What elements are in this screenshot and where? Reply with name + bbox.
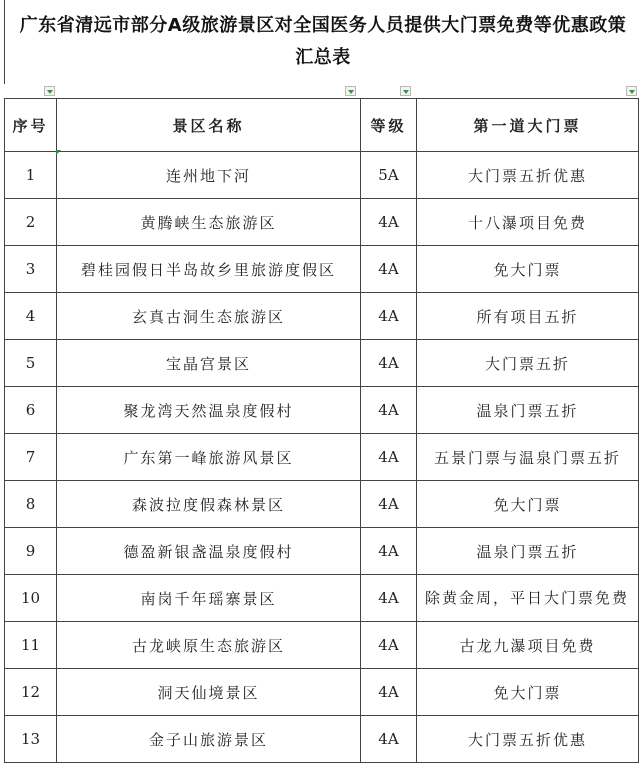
ticket-cell[interactable]: 免大门票: [417, 481, 639, 528]
grade-cell[interactable]: 4A: [361, 199, 417, 246]
row-number-cell[interactable]: 2: [5, 199, 57, 246]
table-row: [5, 246, 639, 293]
row-number-cell[interactable]: 4: [5, 293, 57, 340]
table-title: 广东省清远市部分A级旅游景区对全国医务人员提供大门票免费等优惠政策汇总表: [19, 15, 627, 68]
ticket-cell[interactable]: 温泉门票五折: [417, 387, 639, 434]
table-row: [5, 716, 639, 763]
filter-dropdown-icon[interactable]: [345, 86, 356, 96]
spot-name-cell[interactable]: 连州地下河: [57, 152, 361, 199]
spot-name-cell[interactable]: 洞天仙境景区: [57, 669, 361, 716]
filter-dropdown-icon[interactable]: [400, 86, 411, 96]
grade-cell[interactable]: 4A: [361, 293, 417, 340]
grade-cell[interactable]: 4A: [361, 669, 417, 716]
grade-cell[interactable]: 4A: [361, 622, 417, 669]
ticket-cell[interactable]: 大门票五折优惠: [417, 152, 639, 199]
scenic-spot-table: [4, 98, 639, 763]
ticket-cell[interactable]: 除黄金周，平日大门票免费: [417, 575, 639, 622]
table-row: [5, 528, 639, 575]
ticket-cell[interactable]: 五景门票与温泉门票五折: [417, 434, 639, 481]
cell-comment-marker: [56, 150, 61, 155]
table-row: [5, 481, 639, 528]
filter-dropdown-icon[interactable]: [626, 86, 637, 96]
row-number-cell[interactable]: 13: [5, 716, 57, 763]
grade-cell[interactable]: 4A: [361, 481, 417, 528]
row-number-cell[interactable]: 6: [5, 387, 57, 434]
row-number-cell[interactable]: 9: [5, 528, 57, 575]
grade-cell[interactable]: 4A: [361, 434, 417, 481]
table-row: [5, 152, 639, 199]
spot-name-cell[interactable]: 玄真古洞生态旅游区: [57, 293, 361, 340]
table-row: [5, 622, 639, 669]
ticket-cell[interactable]: 十八瀑项目免费: [417, 199, 639, 246]
ticket-cell[interactable]: 免大门票: [417, 246, 639, 293]
grade-cell[interactable]: 4A: [361, 340, 417, 387]
table-row: [5, 387, 639, 434]
ticket-cell[interactable]: 古龙九瀑项目免费: [417, 622, 639, 669]
row-number-cell[interactable]: 8: [5, 481, 57, 528]
header-row: [5, 99, 639, 152]
header-grade[interactable]: 等级: [361, 99, 417, 152]
grade-cell[interactable]: 4A: [361, 387, 417, 434]
row-number-cell[interactable]: 3: [5, 246, 57, 293]
row-number-cell[interactable]: 11: [5, 622, 57, 669]
spot-name-cell[interactable]: 宝晶宫景区: [57, 340, 361, 387]
row-number-cell[interactable]: 7: [5, 434, 57, 481]
spot-name-cell[interactable]: 德盈新银盏温泉度假村: [57, 528, 361, 575]
header-name[interactable]: 景区名称: [57, 99, 361, 152]
spot-name-cell[interactable]: 古龙峡原生态旅游区: [57, 622, 361, 669]
row-number-cell[interactable]: 1: [5, 152, 57, 199]
grade-cell[interactable]: 4A: [361, 528, 417, 575]
table-row: [5, 669, 639, 716]
table-row: [5, 575, 639, 622]
row-number-cell[interactable]: 5: [5, 340, 57, 387]
spot-name-cell[interactable]: 森波拉度假森林景区: [57, 481, 361, 528]
row-number-cell[interactable]: 10: [5, 575, 57, 622]
filter-row: [4, 84, 640, 98]
table-row: [5, 293, 639, 340]
grade-cell[interactable]: 4A: [361, 575, 417, 622]
header-no[interactable]: 序号: [5, 99, 57, 152]
table-row: [5, 199, 639, 246]
row-number-cell[interactable]: 12: [5, 669, 57, 716]
grade-cell[interactable]: 4A: [361, 716, 417, 763]
ticket-cell[interactable]: 大门票五折: [417, 340, 639, 387]
filter-dropdown-icon[interactable]: [44, 86, 55, 96]
table-row: [5, 340, 639, 387]
spot-name-cell[interactable]: 广东第一峰旅游风景区: [57, 434, 361, 481]
ticket-cell[interactable]: 免大门票: [417, 669, 639, 716]
spot-name-cell[interactable]: 南岗千年瑶寨景区: [57, 575, 361, 622]
ticket-cell[interactable]: 大门票五折优惠: [417, 716, 639, 763]
spot-name-cell[interactable]: 聚龙湾天然温泉度假村: [57, 387, 361, 434]
title-cell[interactable]: [4, 0, 640, 84]
spot-name-cell[interactable]: 金子山旅游景区: [57, 716, 361, 763]
grade-cell[interactable]: 5A: [361, 152, 417, 199]
grade-cell[interactable]: 4A: [361, 246, 417, 293]
header-ticket[interactable]: 第一道大门票: [417, 99, 639, 152]
table-row: [5, 434, 639, 481]
spot-name-cell[interactable]: 碧桂园假日半岛故乡里旅游度假区: [57, 246, 361, 293]
ticket-cell[interactable]: 温泉门票五折: [417, 528, 639, 575]
ticket-cell[interactable]: 所有项目五折: [417, 293, 639, 340]
spot-name-cell[interactable]: 黄腾峡生态旅游区: [57, 199, 361, 246]
